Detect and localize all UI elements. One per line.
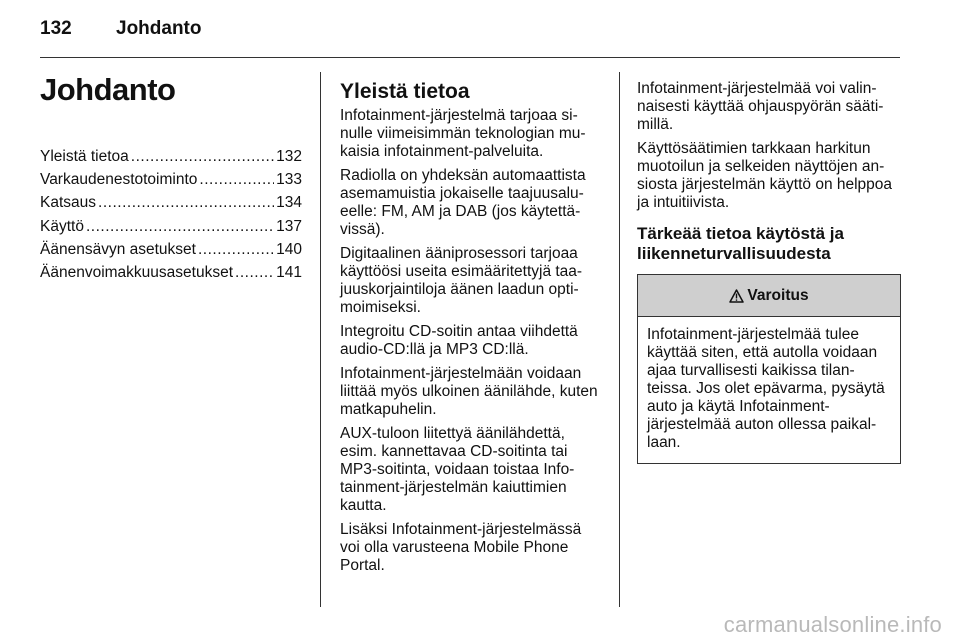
body-paragraph: Infotainment-järjestelmää voi valin- naisesti käyttää ohjauspyörän sääti- millä. [637,80,884,133]
toc-item-varkaudenestotoiminto[interactable] [40,171,302,189]
toc-item-label: Yleistä tietoa [40,148,129,165]
body-paragraph: Digitaalinen ääniprosessori tarjoaa käyttöösi useita esimääritettyjä taa- juuskorjaintiloja äänen laadun opti- moimiseksi. [340,245,583,316]
warning-title: Varoitus [747,286,809,304]
body-paragraph: Radiolla on yhdeksän automaattista asemamuistia jokaiselle taajuusalu- eelle: FM, AM ja DAB (jos käytettä- vissä). [340,167,586,238]
toc-item-label: Äänenvoimakkuusasetukset [40,263,234,281]
column-divider-right [619,72,620,607]
toc-item-page: 141 [276,263,302,281]
toc-column [40,72,302,287]
body-paragraph: Infotainment-järjestelmään voidaan liittää myös ulkoinen äänilähde, kuten matkapuhelin. [340,365,598,418]
chapter-title: Johdanto [40,72,176,107]
toc-item-aanensavyn-asetukset[interactable] [40,241,302,259]
toc-item-label: Äänensävyn asetukset [40,240,196,258]
toc-item-katsaus[interactable] [40,194,302,212]
toc-leader-dots [98,194,274,212]
toc-leader-dots [86,218,274,236]
warning-box [637,274,901,464]
toc-leader-dots [235,264,274,282]
warning-text: Infotainment-järjestelmää tulee käyttää siten, että autolla voidaan ajaa turvallisesti kaikissa tilan- teissa. Jos olet epävarma, pysäytä auto ja käytä Infotainment- järjestelmää auton ollessa paikal- laan. [647,326,885,451]
toc-item-label: Katsaus [40,194,97,212]
safety-subheading: Tärkeää tietoa käytöstä ja liikenneturvallisuudesta [637,224,844,263]
toc-item-page: 137 [276,217,302,235]
general-info-column [340,80,606,581]
body-paragraph: AUX-tuloon liitettyä äänilähdettä, esim. kannettavaa CD-soitinta tai MP3-soitinta, voidaan toistaa Info- tainment-järjestelmän kaiuttimien kautta. [340,425,575,514]
body-paragraph: Infotainment-järjestelmä tarjoaa si- nulle viimeisimmän teknologian mu- kaisia infotainment-palveluita. [340,107,586,160]
toc-item-kaytto[interactable] [40,218,302,236]
toc-leader-dots [199,171,274,189]
warning-body [638,317,900,463]
column-divider-left [320,72,321,607]
section-heading: Yleistä tietoa [340,80,470,103]
toc-item-label: Käyttö [40,217,84,235]
body-paragraph: Käyttösäätimien tarkkaan harkitun muotoilun ja selkeiden näyttöjen an- siosta järjestelmän käyttö on helppoa ja intuitiivista. [637,140,893,211]
toc-item-page: 134 [276,194,302,212]
page-number: 132 [40,18,72,39]
toc-list [40,148,302,282]
toc-item-page: 132 [276,148,302,165]
toc-item-label: Varkaudenestotoiminto [40,171,198,189]
right-column [637,80,903,464]
toc-item-yleista-tietoa[interactable] [40,148,302,166]
body-paragraph: Integroitu CD-soitin antaa viihdettä audio-CD:llä ja MP3 CD:llä. [340,323,578,358]
warning-triangle-icon [729,289,744,303]
header-rule [40,57,900,58]
warning-header [638,275,900,317]
running-section-title: Johdanto [116,18,202,39]
toc-item-aanenvoimakkuusasetukset[interactable] [40,264,302,282]
body-paragraph: Lisäksi Infotainment-järjestelmässä voi olla varusteena Mobile Phone Portal. [340,521,582,574]
toc-item-page: 133 [276,171,302,189]
toc-item-page: 140 [276,240,302,258]
watermark-text: carmanualsonline.info [723,612,942,637]
toc-leader-dots [198,241,274,259]
toc-leader-dots [131,148,274,166]
